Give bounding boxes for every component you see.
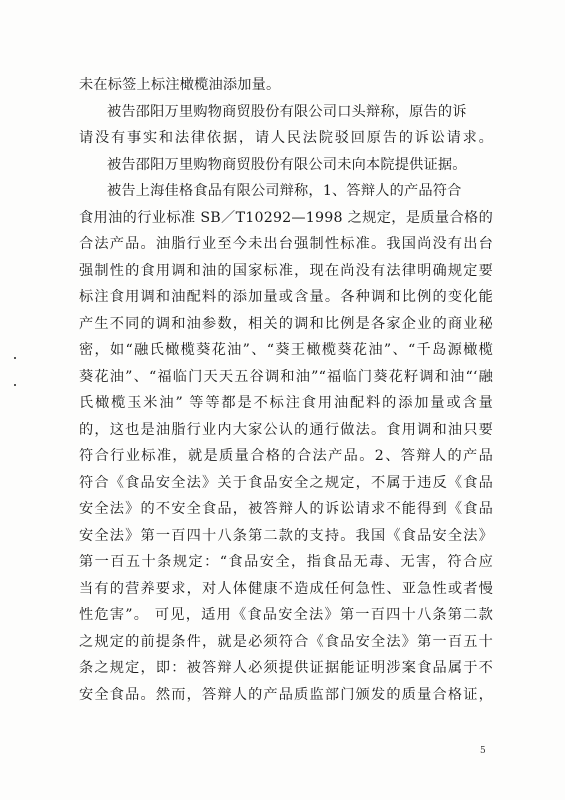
text-line: 合法产品。油脂行业至今未出台强制性标准。我国尚没有出台 — [79, 236, 493, 252]
text-line: 性危害”。 可见，适用《食品安全法》第一百四十八条第二款 — [79, 607, 493, 623]
text-line: 符合行业标准，就是质量合格的合法产品。2、答辩人的产品 — [79, 448, 493, 464]
body-text — [79, 72, 493, 708]
text-line: 强制性的食用调和油的国家标准，现在尚没有法律明确规定要 — [79, 262, 493, 279]
text-line: 未在标签上标注橄榄油添加量。 — [79, 77, 281, 93]
text-line: 第一百五十条规定：“食品安全，指食品无毒、无害，符合应 — [79, 554, 493, 570]
text-line: 请没有事实和法律依据，请人民法院驳回原告的诉讼请求。 — [79, 130, 493, 146]
text-line: 安全法》的不安全食品，被答辩人的诉讼请求不能得到《食品 — [79, 501, 493, 517]
text-line: 食用油的行业标准 SB／T10292—1998 之规定，是质量合格的 — [79, 209, 493, 226]
text-line: 安全食品。然而，答辩人的产品质监部门颁发的质量合格证， — [79, 686, 493, 703]
scan-artifact-dot — [14, 357, 16, 359]
text-line: 之规定的前提条件，就是必须符合《食品安全法》第一百五十 — [79, 633, 493, 650]
text-line: 产生不同的调和油参数，相关的调和比例是各家企业的商业秘 — [79, 315, 493, 332]
text-line: 的，这也是油脂行业内大家公认的通行做法。食用调和油只要 — [79, 421, 493, 438]
page-number: 5 — [480, 746, 486, 756]
text-line: 安全法》第一百四十八条第二款的支持。我国《食品安全法》 — [79, 527, 493, 544]
text-line: 密，如“融氏橄榄葵花油”、“葵王橄榄葵花油”、“千岛源橄榄 — [79, 342, 493, 358]
text-line: 葵花油”、“福临门天天五谷调和油”“福临门葵花籽调和油“‘融 — [79, 368, 493, 385]
text-line: 条之规定，即：被答辩人必须提供证据能证明涉案食品属于不 — [79, 660, 493, 676]
text-line: 氏橄榄玉米油” 等等都是不标注食用油配料的添加量或含量 — [79, 395, 493, 411]
text-line: 符合《食品安全法》关于食品安全之规定，不属于违反《食品 — [79, 474, 493, 491]
text-line: 被告邵阳万里购物商贸股份有限公司口头辩称，原告的诉 — [107, 103, 467, 120]
text-line: 当有的营养要求，对人体健康不造成任何急性、亚急性或者慢 — [79, 580, 493, 597]
text-line: 被告邵阳万里购物商贸股份有限公司未向本院提供证据。 — [107, 156, 467, 173]
text-line: 被告上海佳格食品有限公司辩称，1、答辩人的产品符合 — [107, 183, 462, 199]
text-line: 标注食用调和油配料的添加量或含量。各种调和比例的变化能 — [79, 289, 493, 305]
scan-artifact-dot — [14, 384, 16, 386]
